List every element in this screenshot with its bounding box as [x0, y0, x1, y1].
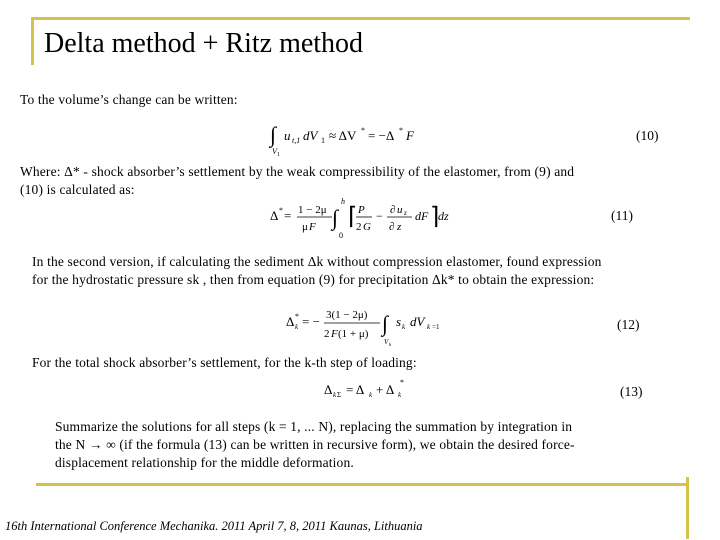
title-top-rule	[31, 17, 690, 20]
equation-10-svg	[268, 116, 448, 158]
svg-text:k: k	[333, 391, 337, 399]
svg-text:*: *	[399, 126, 403, 135]
svg-text:1: 1	[321, 136, 325, 145]
svg-text:∫: ∫	[270, 122, 277, 147]
text-summarize-line2: the N → ∞ (if the formula (13) can be written in recursive form), we obtain the desired force-	[55, 437, 575, 452]
svg-text:Σ: Σ	[337, 391, 342, 399]
equation-13-number: (13)	[620, 384, 643, 399]
svg-text:=1: =1	[432, 323, 440, 331]
equation-12-svg	[284, 300, 484, 348]
svg-text:s: s	[396, 314, 402, 329]
text-summarize-line1: Summarize the solutions for all steps (k = 1, ... N), replacing the summation by integration in	[55, 419, 573, 434]
svg-text:u: u	[284, 128, 291, 143]
svg-text:u: u	[397, 204, 403, 216]
equation-12-number: (12)	[617, 317, 640, 332]
svg-text:k: k	[398, 391, 402, 399]
text-volume-change: To the volume’s change can be written:	[20, 92, 238, 107]
svg-text:3(1 − 2μ): 3(1 − 2μ)	[326, 309, 368, 321]
svg-text:V: V	[384, 338, 389, 346]
text-second-version-line2: for the hydrostatic pressure sk , then from equation (9) for precipitation Δk* to obtain the expression:	[32, 272, 595, 287]
svg-text:*: *	[361, 126, 365, 135]
svg-text:=: =	[284, 208, 292, 223]
text-summarize-line3: displacement relationship for the middle deformation.	[55, 455, 354, 470]
svg-text:+ Δ: + Δ	[376, 382, 395, 397]
svg-text:k: k	[427, 323, 431, 331]
text-total-settlement: For the total shock absorber’s settlement, for the k-th step of loading:	[32, 355, 417, 370]
equation-10-number: (10)	[636, 128, 659, 143]
equation-11-number: (11)	[611, 208, 633, 223]
svg-text:∫: ∫	[332, 205, 339, 230]
svg-text:F: F	[406, 128, 414, 143]
svg-text:t,1: t,1	[292, 136, 301, 145]
svg-text:F: F	[331, 328, 338, 340]
footer-right-rule	[686, 477, 689, 539]
svg-text:k: k	[295, 323, 299, 331]
svg-text:k: k	[402, 323, 406, 331]
text-where-line1: Where: Δ* - shock absorber’s settlement by the weak compressibility of the elastomer, from (9) and	[20, 164, 575, 179]
svg-text:V: V	[272, 147, 277, 156]
svg-text:k: k	[369, 391, 373, 399]
svg-text:∂: ∂	[389, 221, 395, 233]
equation-11-svg	[268, 194, 468, 242]
svg-text:*: *	[279, 206, 283, 215]
svg-text:∂: ∂	[390, 204, 396, 216]
svg-text:z: z	[397, 221, 402, 233]
svg-text:= Δ: = Δ	[346, 382, 365, 397]
svg-text:dV: dV	[410, 314, 425, 329]
title-left-rule	[31, 17, 34, 65]
svg-text:1 − 2μ: 1 − 2μ	[298, 204, 327, 216]
svg-text:2: 2	[356, 221, 362, 233]
svg-text:⌉: ⌉	[430, 204, 440, 230]
equation-12	[284, 300, 484, 352]
svg-text:h: h	[341, 197, 345, 206]
svg-text:*: *	[295, 312, 299, 321]
equation-13-svg	[322, 374, 442, 404]
svg-text:= −Δ: = −Δ	[368, 128, 395, 143]
svg-text:*: *	[400, 378, 404, 387]
svg-text:⌈: ⌈	[348, 204, 358, 230]
equation-10	[268, 116, 448, 162]
svg-text:k: k	[389, 343, 392, 348]
svg-text:Δ: Δ	[270, 208, 279, 223]
svg-text:0: 0	[339, 231, 343, 240]
svg-text:∫: ∫	[382, 311, 389, 336]
svg-text:(1 + μ): (1 + μ)	[338, 328, 369, 340]
svg-text:μ: μ	[302, 221, 308, 233]
footer-conference: 16th International Conference Mechanika. 2011 April 7, 8, 2011 Kaunas, Lithuania	[5, 519, 423, 533]
svg-text:−: −	[376, 209, 383, 223]
equation-13	[322, 374, 442, 408]
slide-title: Delta method + Ritz method	[44, 28, 364, 59]
svg-text:F: F	[309, 221, 316, 233]
svg-text:dz: dz	[438, 209, 449, 223]
footer-top-rule	[36, 483, 689, 486]
svg-text:P: P	[358, 204, 365, 216]
svg-text:G: G	[363, 221, 371, 233]
svg-text:2: 2	[324, 328, 330, 340]
svg-text:dV: dV	[303, 128, 318, 143]
equation-11	[268, 194, 468, 246]
svg-text:Δ: Δ	[324, 382, 333, 397]
svg-text:1: 1	[277, 152, 280, 158]
svg-text:dF: dF	[415, 209, 429, 223]
svg-text:z: z	[404, 209, 407, 217]
text-second-version-line1: In the second version, if calculating the sediment Δk without compression elastomer, found expression	[32, 254, 602, 269]
text-where-line2: (10) is calculated as:	[20, 182, 135, 197]
svg-text:Δ: Δ	[286, 314, 295, 329]
svg-text:≈ ΔV: ≈ ΔV	[329, 128, 357, 143]
svg-text:= −: = −	[302, 314, 320, 329]
